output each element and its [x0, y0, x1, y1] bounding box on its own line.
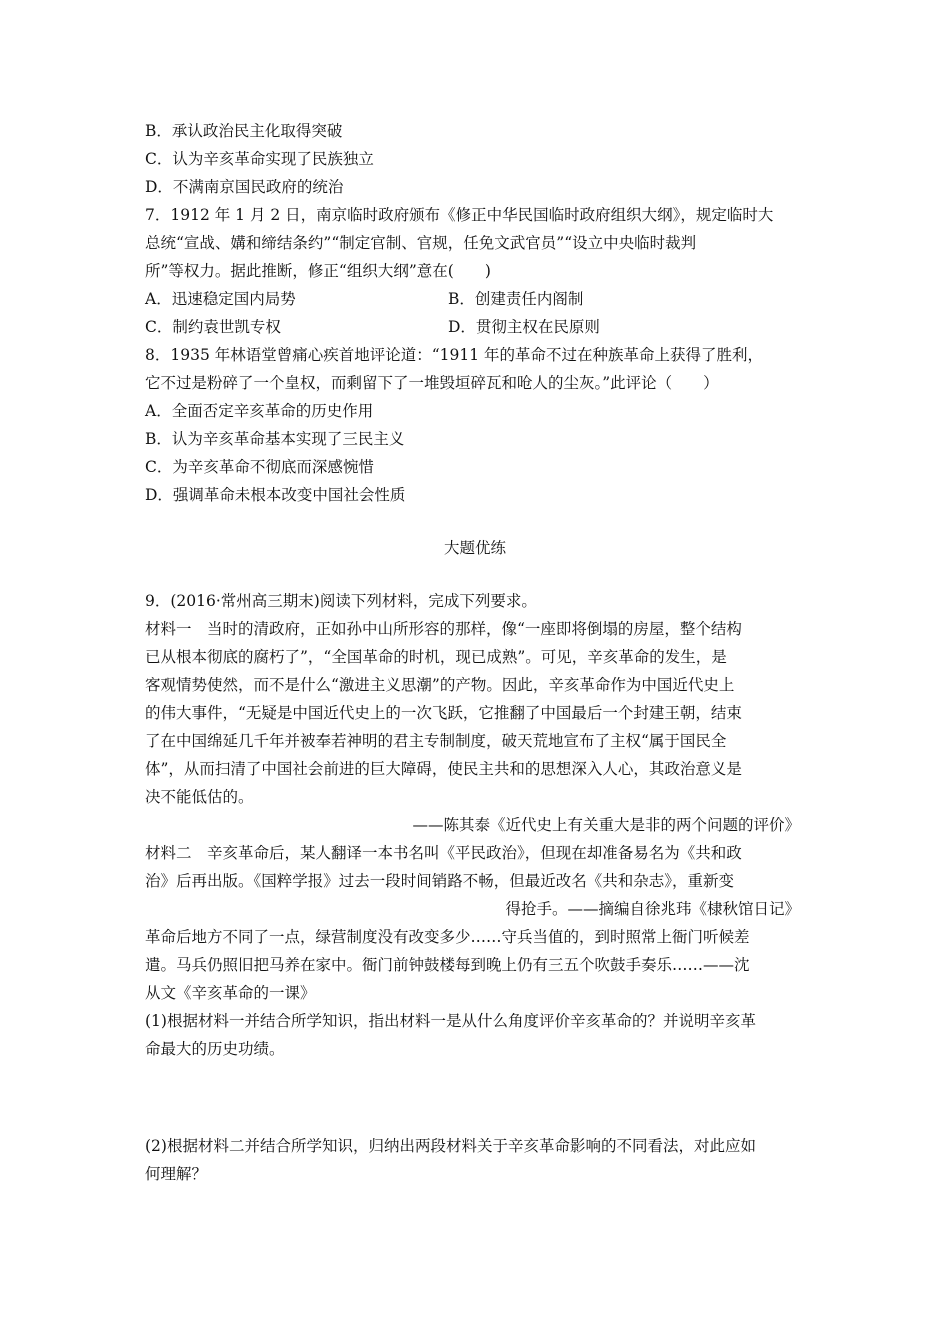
- material1-source: ——陈其泰《近代史上有关重大是非的两个问题的评价》: [412, 816, 800, 834]
- material2b-line-3: 从文《辛亥革命的一课》: [145, 984, 316, 1002]
- sub-question-1-line-1: (1)根据材料一并结合所学知识，指出材料一是从什么角度评价辛亥革命的？并说明辛亥革: [145, 1012, 756, 1030]
- sub-question-1-line-2: 命最大的历史功绩。: [145, 1040, 285, 1058]
- q8-option-a: A．全面否定辛亥革命的历史作用: [145, 402, 374, 420]
- q7-stem-line-3: 所”等权力。据此推断，修正“组织大纲”意在( ): [145, 262, 491, 280]
- q7-option-b: B．创建责任内阁制: [448, 290, 584, 308]
- q7-stem-line-1: 7．1912 年 1 月 2 日，南京临时政府颁布《修正中华民国临时政府组织大纲》，规定临时大: [145, 206, 774, 224]
- material2b-line-1: 革命后地方不同了一点，绿营制度没有改变多少……守兵当值的，到时照常上衙门听候差: [145, 928, 750, 946]
- material1-line-7: 决不能低估的。: [145, 788, 254, 806]
- q9-stem: 9．(2016·常州高三期末)阅读下列材料，完成下列要求。: [145, 592, 537, 610]
- q7-stem-line-2: 总统“宣战、媾和缔结条约”“制定官制、官规，任免文武官员”“设立中央临时裁判: [145, 234, 697, 252]
- material1-line-2: 已从根本彻底的腐朽了”，“全国革命的时机，现已成熟”。可见，辛亥革命的发生，是: [145, 648, 727, 666]
- material1-line-3: 客观情势使然，而不是什么“激进主义思潮”的产物。因此，辛亥革命作为中国近代史上: [145, 676, 735, 694]
- q6-option-d: D．不满南京国民政府的统治: [145, 178, 344, 196]
- material2b-line-2: 遣。马兵仍照旧把马养在家中。衙门前钟鼓楼每到晚上仍有三五个吹鼓手奏乐……——沈: [145, 956, 750, 974]
- material2-line-1: 材料二 辛亥革命后，某人翻译一本书名叫《平民政治》，但现在却准备易名为《共和政: [145, 844, 742, 862]
- q6-option-c: C．认为辛亥革命实现了民族独立: [145, 150, 374, 168]
- material1-line-4: 的伟大事件，“无疑是中国近代史上的一次飞跃，它推翻了中国最后一个封建王朝，结束: [145, 704, 742, 722]
- q8-option-d: D．强调革命未根本改变中国社会性质: [145, 486, 406, 504]
- q8-stem-line-2: 它不过是粉碎了一个皇权，而剩留下了一堆毁垣碎瓦和呛人的尘灰。”此评论（ ）: [145, 374, 719, 392]
- q8-option-c: C．为辛亥革命不彻底而深感惋惜: [145, 458, 374, 476]
- material2-line-2: 治》后再出版。《国粹学报》过去一段时间销路不畅，但最近改名《共和杂志》，重新变: [145, 872, 735, 890]
- q7-option-a: A．迅速稳定国内局势: [145, 290, 296, 308]
- q8-option-b: B．认为辛亥革命基本实现了三民主义: [145, 430, 405, 448]
- material1-line-5: 了在中国绵延几千年并被奉若神明的君主专制制度，破天荒地宣布了主权“属于国民全: [145, 732, 727, 750]
- q6-option-b: B．承认政治民主化取得突破: [145, 122, 343, 140]
- sub-question-2-line-1: (2)根据材料二并结合所学知识，归纳出两段材料关于辛亥革命影响的不同看法，对此应如: [145, 1137, 756, 1155]
- q8-stem-line-1: 8．1935 年林语堂曾痛心疾首地评论道：“1911 年的革命不过在种族革命上获得了胜利，: [145, 346, 764, 364]
- material1-line-1: 材料一 当时的清政府，正如孙中山所形容的那样，像“一座即将倒塌的房屋，整个结构: [145, 620, 742, 638]
- sub-question-2-line-2: 何理解？: [145, 1165, 208, 1183]
- material1-line-6: 体”，从而扫清了中国社会前进的巨大障碍，使民主共和的思想深入人心，其政治意义是: [145, 760, 742, 778]
- q7-option-c: C．制约袁世凯专权: [145, 318, 281, 336]
- q7-option-d: D．贯彻主权在民原则: [448, 318, 600, 336]
- material2-source: 得抢手。——摘编自徐兆玮《棣秋馆日记》: [505, 900, 800, 918]
- section-title: 大题优练: [443, 539, 506, 557]
